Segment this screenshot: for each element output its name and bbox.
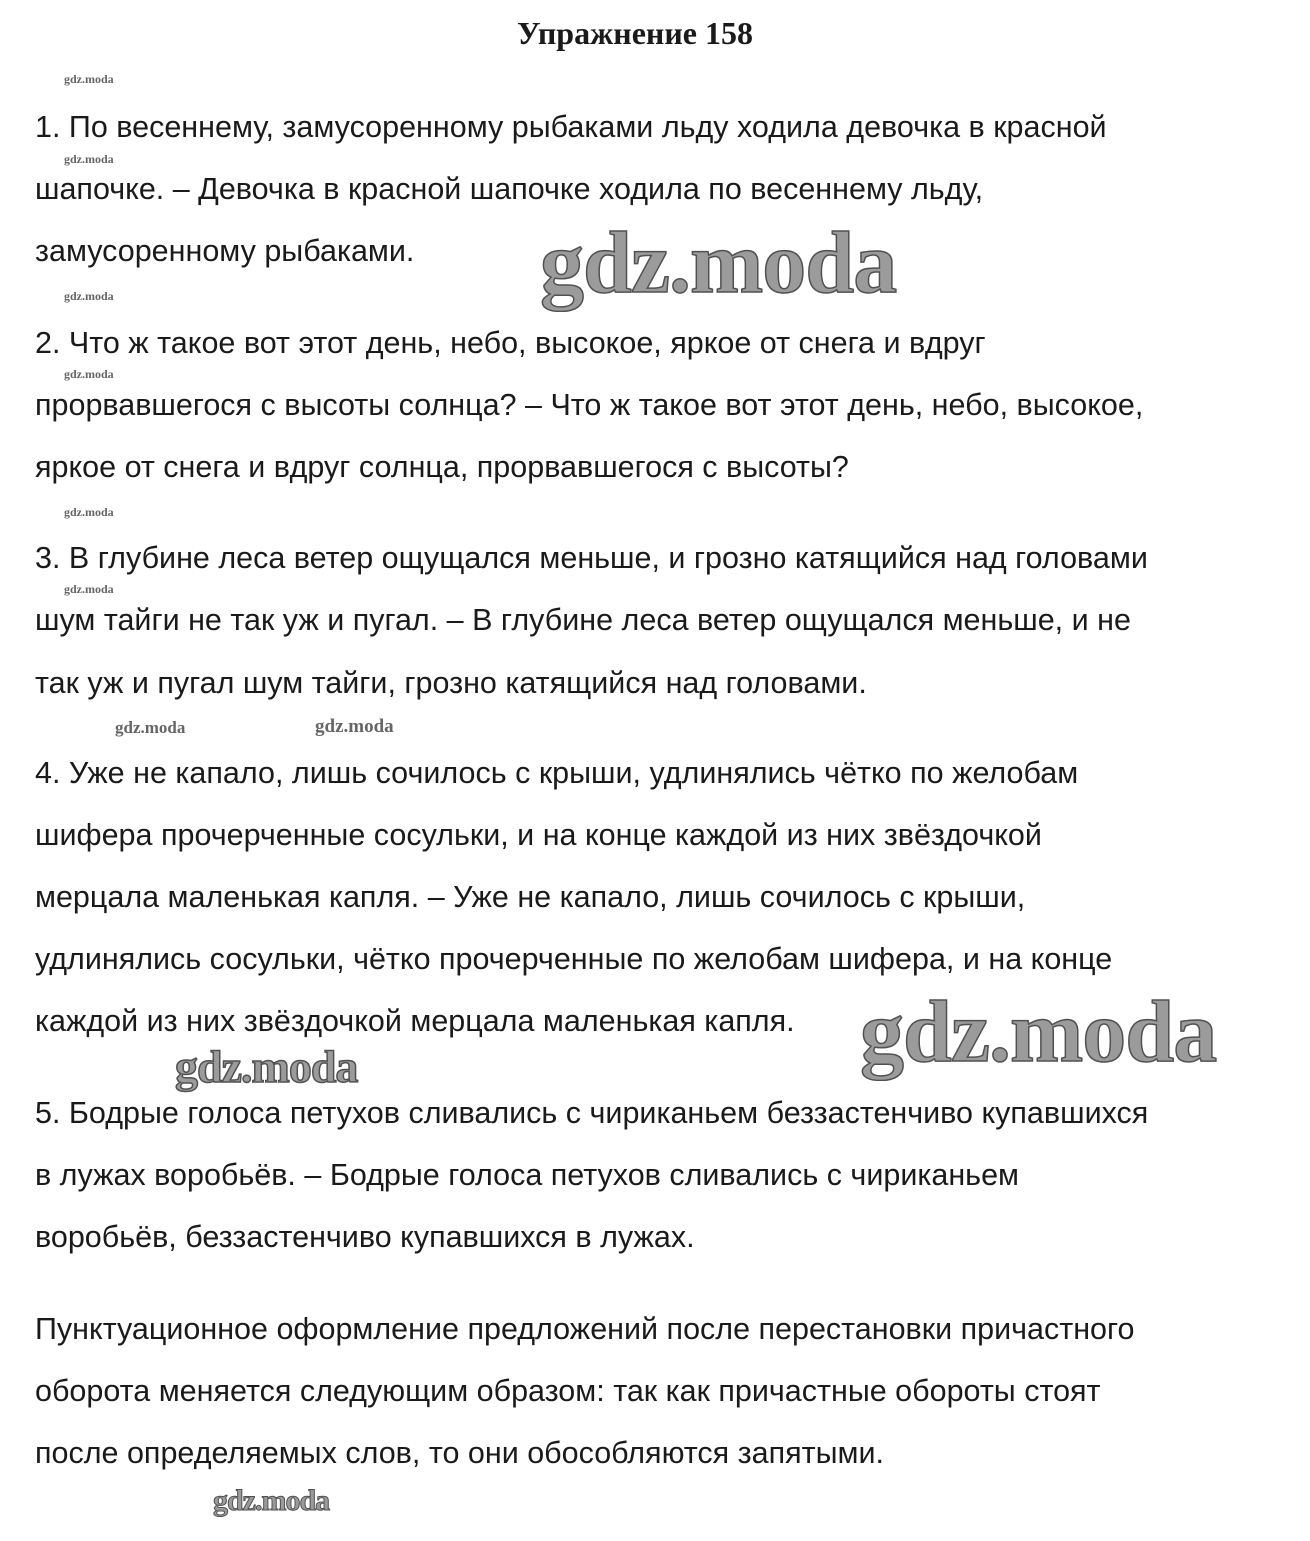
text-line: воробьёв, беззастенчиво купавшихся в лужах. <box>35 1220 695 1254</box>
text-line: 1. По весеннему, замусоренному рыбаками льду ходила девочка в красной <box>35 110 1107 144</box>
text-line: замусоренному рыбаками. <box>35 234 415 268</box>
watermark: gdz.moda <box>115 718 186 737</box>
text-line: 5. Бодрые голоса петухов сливались с чириканьем беззастенчиво купавшихся <box>35 1096 1149 1130</box>
watermark: gdz.moda <box>315 716 394 737</box>
watermark-large: gdz.moda <box>540 215 897 312</box>
text-line: так уж и пугал шум тайги, грозно катящийся над головами. <box>35 666 867 700</box>
text-line: мерцала маленькая капля. – Уже не капало, лишь сочилось с крыши, <box>35 880 1026 914</box>
text-line: прорвавшегося с высоты солнца? – Что ж такое вот этот день, небо, высокое, <box>35 388 1144 422</box>
text-line: оборота меняется следующим образом: так как причастные обороты стоят <box>35 1374 1101 1408</box>
watermark-large: gdz.moda <box>175 1041 358 1092</box>
watermark: gdz.moda <box>64 152 114 166</box>
text-line: в лужах воробьёв. – Бодрые голоса петухов сливались с чириканьем <box>35 1158 1019 1192</box>
text-line: после определяемых слов, то они обособляются запятыми. <box>35 1436 884 1470</box>
text-line: яркое от снега и вдруг солнца, прорвавшегося с высоты? <box>35 450 849 484</box>
watermark: gdz.moda <box>64 367 114 381</box>
text-line: шапочке. – Девочка в красной шапочке ходила по весеннему льду, <box>35 172 984 206</box>
text-line: 4. Уже не капало, лишь сочилось с крыши, удлинялись чётко по желобам <box>35 756 1079 790</box>
text-line: 3. В глубине леса ветер ощущался меньше, и грозно катящийся над головами <box>35 541 1148 575</box>
text-line: Пунктуационное оформление предложений после перестановки причастного <box>35 1312 1135 1346</box>
page-title: Упражнение 158 <box>516 15 753 51</box>
watermark: gdz.moda <box>64 505 114 519</box>
watermark: gdz.moda <box>64 289 114 303</box>
watermark: gdz.moda <box>64 582 114 596</box>
text-line: удлинялись сосульки, чётко прочерченные по желобам шифера, и на конце <box>35 942 1113 976</box>
watermark: gdz.moda <box>64 72 114 86</box>
text-line: шум тайги не так уж и пугал. – В глубине леса ветер ощущался меньше, и не <box>35 603 1131 637</box>
watermark-large: gdz.moda <box>860 984 1217 1081</box>
text-line: 2. Что ж такое вот этот день, небо, высокое, яркое от снега и вдруг <box>35 326 986 360</box>
text-line: каждой из них звёздочкой мерцала маленькая капля. <box>35 1004 795 1038</box>
text-line: шифера прочерченные сосульки, и на конце каждой из них звёздочкой <box>35 818 1042 852</box>
watermark-large: gdz.moda <box>213 1484 330 1517</box>
